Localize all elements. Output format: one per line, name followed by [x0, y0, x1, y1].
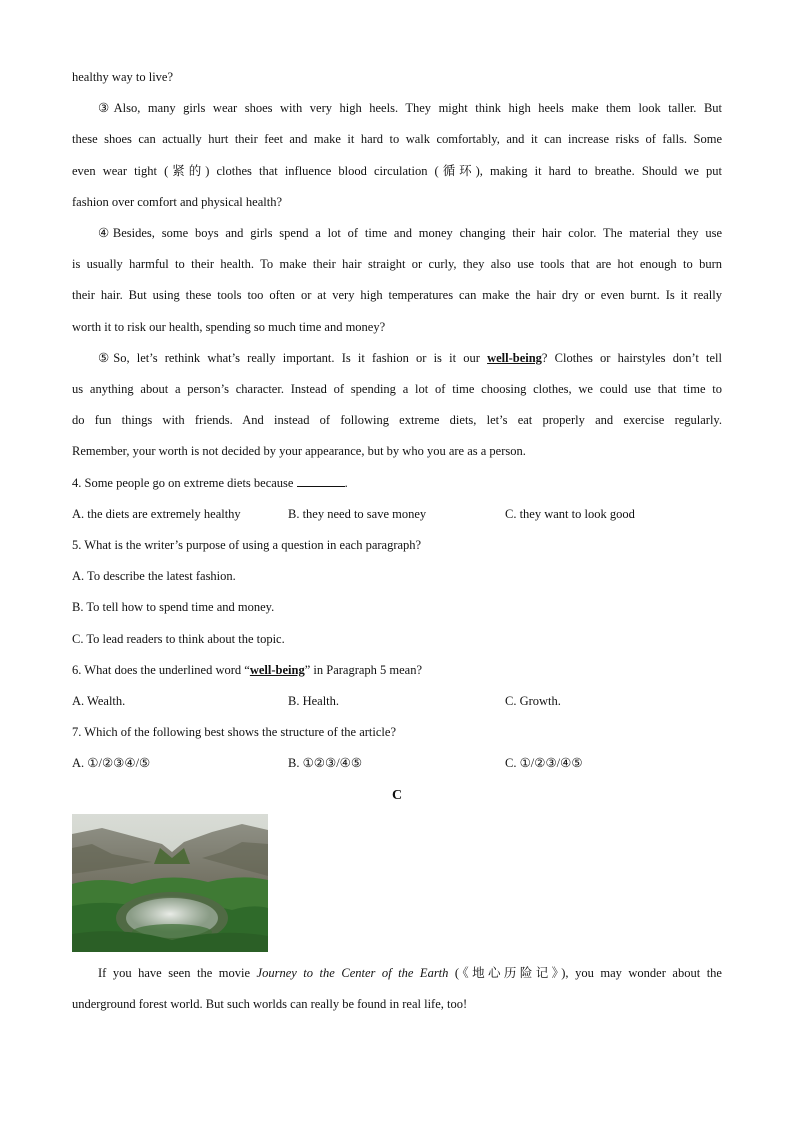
paragraph-5-line: Remember, your worth is not decided by your appearance, but by who you are as a person. — [72, 444, 526, 459]
document-page — [72, 62, 722, 1020]
paragraph-3-line: even wear tight (紧的) clothes that influence blood circulation (循环), making it hard to breathe. Should we put — [72, 163, 722, 178]
option-a: A. To describe the latest fashion. — [72, 569, 236, 584]
section-c-line — [72, 958, 722, 989]
paragraph-5-line — [72, 343, 722, 374]
paragraph-text: (《地心历险记》), you may wonder about the — [448, 965, 722, 980]
paragraph-4-line: ④Besides, some boys and girls spend a lot of time and money changing their hair color. The material they use — [98, 226, 722, 241]
question-7-stem: 7. Which of the following best shows the structure of the article? — [72, 725, 396, 740]
paragraph-5-line: us anything about a person’s character. Instead of spending a lot of time choosing clothes, we could use that time to — [72, 382, 722, 397]
underlined-word: well-being — [249, 662, 305, 677]
section-c-title: C — [391, 787, 403, 803]
option-b: B. Health. — [288, 694, 340, 709]
option-c: C. Growth. — [505, 694, 561, 709]
answer-blank — [297, 474, 345, 487]
paragraph-5 — [72, 343, 722, 468]
question-text: . — [344, 475, 348, 490]
option-c: C. they want to look good — [505, 506, 635, 521]
paragraph-3 — [72, 93, 722, 218]
paragraph-4-line: their hair. But using these tools too often or at very high temperatures can make the hair dry or even burnt. Is it really — [72, 288, 722, 303]
paragraph-5-text: ⑤So, let’s rethink what’s really important. Is it fashion or is it our — [98, 350, 488, 365]
underlined-word: well-being — [487, 350, 542, 365]
section-c-line: underground forest world. But such worlds can really be found in real life, too! — [72, 997, 468, 1012]
option-c: C. ①/②③/④⑤ — [505, 756, 583, 771]
paragraph-4 — [72, 218, 722, 343]
paragraph-5-line: do fun things with friends. And instead of following extreme diets, let’s eat properly and exercise regularly. — [72, 413, 722, 428]
section-c-paragraph — [72, 958, 722, 1020]
question-4-options — [72, 499, 722, 530]
option-b: B. To tell how to spend time and money. — [72, 600, 275, 615]
question-7-options — [72, 748, 722, 779]
paragraph-3-line: fashion over comfort and physical health? — [72, 194, 282, 209]
movie-title: Journey to the Center of the Earth — [256, 965, 449, 980]
question-6-options — [72, 686, 722, 717]
option-a: A. the diets are extremely healthy — [72, 506, 241, 521]
paragraph-4-line: worth it to risk our health, spending so much time and money? — [72, 319, 386, 334]
paragraph-4-line: is usually harmful to their health. To make their hair straight or curly, they also use tools that are hot enough to burn — [72, 257, 722, 272]
question-5-stem: 5. What is the writer’s purpose of using a question in each paragraph? — [72, 538, 422, 553]
question-text: 4. Some people go on extreme diets because — [72, 475, 297, 490]
paragraph-3-line: these shoes can actually hurt their feet and make it hard to walk comfortably, and it can increase risks of falls. Some — [72, 132, 722, 147]
question-text: ” in Paragraph 5 mean? — [304, 662, 423, 677]
option-a: A. ①/②③④/⑤ — [72, 756, 151, 771]
option-a: A. Wealth. — [72, 694, 126, 709]
question-text: 6. What does the underlined word “ — [72, 662, 250, 677]
paragraph-text: If you have seen the movie — [98, 965, 257, 980]
option-b: B. they need to save money — [288, 506, 427, 521]
option-c: C. To lead readers to think about the topic. — [72, 631, 285, 646]
question-4-stem — [72, 468, 722, 499]
paragraph-2-end: healthy way to live? — [72, 70, 174, 84]
sinkhole-forest-photo — [72, 814, 268, 952]
paragraph-5-text: ? Clothes or hairstyles don’t tell — [541, 350, 722, 365]
option-b: B. ①②③/④⑤ — [288, 756, 363, 771]
question-6-stem — [72, 655, 722, 686]
paragraph-3-line: ③Also, many girls wear shoes with very high heels. They might think high heels make them look taller. But — [98, 101, 722, 116]
